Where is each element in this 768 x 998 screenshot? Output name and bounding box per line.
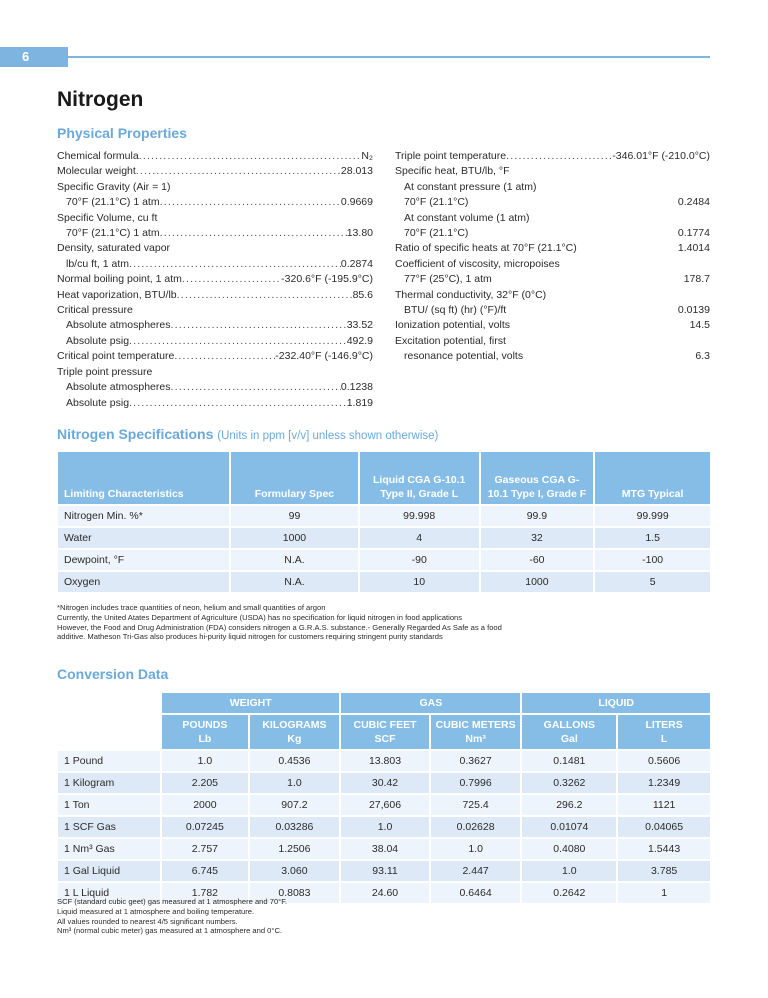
property-label: Ionization potential, volts — [395, 319, 510, 332]
table-cell: 3.785 — [618, 861, 710, 881]
property-row — [395, 272, 710, 287]
conversion-group-liquid: LIQUID — [522, 693, 710, 713]
property-label: Absolute atmospheres — [66, 381, 171, 394]
property-value: 0.1774 — [677, 227, 710, 240]
property-row — [395, 226, 710, 241]
table-cell: 0.4080 — [522, 839, 616, 859]
leader-dots — [160, 226, 347, 241]
property-row — [57, 349, 373, 364]
specifications-heading — [57, 426, 438, 442]
table-cell: 1.2506 — [250, 839, 340, 859]
property-value: -232.40°F (-146.9°C) — [275, 350, 373, 363]
property-value: -346.01°F (-210.0°C) — [612, 150, 710, 162]
table-row — [58, 506, 710, 526]
property-row — [57, 334, 373, 349]
table-cell: N.A. — [231, 550, 358, 570]
row-label: 1 Ton — [58, 795, 160, 815]
property-label: 70°F (21.1°C) — [404, 227, 469, 240]
property-label: Excitation potential, first — [395, 334, 506, 347]
table-cell: 907.2 — [250, 795, 340, 815]
property-label: 70°F (21.1°C) — [404, 196, 469, 209]
property-value: 1.4014 — [677, 242, 710, 255]
property-value: 33.52 — [346, 319, 373, 332]
conversion-group-row — [58, 693, 710, 713]
note-line: Currently, the United Atates Department of Agriculture (USDA) has no specification for liquid nitrogen in food applications — [57, 612, 463, 622]
leader-dots — [129, 396, 347, 411]
conversion-table — [56, 691, 712, 905]
conversion-unit-header — [162, 715, 247, 749]
row-label: 1 Kilogram — [58, 773, 160, 793]
unit-name: GALLONS — [543, 719, 595, 731]
property-label: BTU/ (sq ft) (hr) (°F)/ft — [404, 304, 507, 317]
property-row — [57, 149, 373, 164]
property-row — [395, 349, 710, 364]
table-cell: 1.0 — [341, 817, 429, 837]
table-cell: 0.03286 — [250, 817, 340, 837]
property-row — [395, 180, 710, 195]
property-row — [57, 241, 373, 256]
property-label: Absolute psig — [66, 334, 130, 347]
leader-dots — [129, 334, 347, 349]
property-row — [57, 396, 373, 411]
property-label: At constant volume (1 atm) — [404, 211, 530, 224]
property-row — [395, 164, 710, 179]
leader-dots — [177, 288, 353, 303]
table-row — [58, 795, 710, 815]
row-label: 1 SCF Gas — [58, 817, 160, 837]
leader-dots — [136, 164, 341, 179]
property-value: 28.013 — [340, 165, 373, 178]
header-rule — [68, 56, 710, 58]
leader-dots — [174, 349, 275, 364]
property-label: Heat vaporization, BTU/lb — [57, 288, 177, 301]
table-row — [58, 773, 710, 793]
table-row — [58, 817, 710, 837]
table-row — [58, 861, 710, 881]
note-line: SCF (standard cubic geet) gas measured at 1 atmosphere and 70°F. — [57, 897, 288, 906]
property-label: Triple point pressure — [57, 365, 153, 378]
spacer — [577, 241, 678, 256]
table-cell: 0.01074 — [522, 817, 616, 837]
table-cell: 0.8083 — [250, 883, 340, 903]
physical-properties-heading: Physical Properties — [57, 125, 187, 141]
property-label: Ratio of specific heats at 70°F (21.1°C) — [395, 242, 577, 255]
table-cell: 1.0 — [250, 773, 340, 793]
property-row — [395, 303, 710, 318]
leader-dots — [506, 149, 612, 164]
property-label: Normal boiling point, 1 atm — [57, 273, 182, 286]
table-cell: 296.2 — [522, 795, 616, 815]
table-row — [58, 572, 710, 592]
spacer — [468, 226, 677, 241]
spec-header-limiting: Limiting Characteristics — [58, 452, 229, 504]
spec-header-gaseous: Gaseous CGA G-10.1 Type I, Grade F — [481, 452, 594, 504]
table-row — [58, 751, 710, 771]
table-cell: 0.4536 — [250, 751, 340, 771]
property-label: Absolute atmospheres — [66, 319, 171, 332]
unit-abbrev: L — [660, 733, 668, 745]
table-cell: 0.04065 — [618, 817, 710, 837]
conversion-heading: Conversion Data — [57, 666, 169, 682]
property-label: 70°F (21.1°C) 1 atm — [66, 227, 160, 240]
row-label: 1 Gal Liquid — [58, 861, 160, 881]
property-label: At constant pressure (1 atm) — [404, 180, 537, 193]
table-cell: 0.07245 — [162, 817, 247, 837]
property-value: 14.5 — [689, 319, 710, 332]
unit-abbrev: Kg — [287, 733, 302, 745]
property-label: Specific heat, BTU/lb, °F — [395, 165, 510, 178]
table-cell: 725.4 — [431, 795, 521, 815]
table-cell: N.A. — [231, 572, 358, 592]
property-row — [395, 211, 710, 226]
conversion-corner-2 — [58, 715, 160, 749]
unit-name: CUBIC METERS — [435, 719, 516, 731]
table-cell: 99 — [231, 506, 358, 526]
table-cell: -60 — [481, 550, 594, 570]
unit-name: KILOGRAMS — [262, 719, 327, 731]
note-line: additive. Matheson Tri-Gas also produces hi-purity liquid nitrogen for customers requiring stringent purity standards — [57, 632, 443, 642]
property-label: Specific Gravity (Air = 1) — [57, 180, 171, 193]
property-value: 0.2874 — [340, 257, 373, 270]
property-label: 77°F (25°C), 1 atm — [404, 273, 492, 286]
table-cell: 1.0 — [162, 751, 247, 771]
property-row — [57, 365, 373, 380]
property-label: Critical point temperature — [57, 350, 175, 363]
table-cell: 3.060 — [250, 861, 340, 881]
table-row — [58, 550, 710, 570]
table-cell: 1.5 — [595, 528, 710, 548]
property-row — [57, 180, 373, 195]
table-cell: 0.7996 — [431, 773, 521, 793]
unit-name: POUNDS — [182, 719, 228, 731]
row-label: Water — [58, 528, 229, 548]
note-line: However, the Food and Drug Administration (FDA) considers nitrogen a G.R.A.S. substance.- Generally Regarded As Safe as a food — [57, 622, 502, 632]
conversion-group-gas: GAS — [341, 693, 520, 713]
table-cell: 6.745 — [162, 861, 247, 881]
property-label: Critical pressure — [57, 304, 133, 317]
spec-header-mtg: MTG Typical — [595, 452, 710, 504]
property-value: 492.9 — [346, 334, 373, 347]
leader-dots — [170, 318, 346, 333]
property-label: Triple point temperature — [395, 150, 507, 162]
row-label: Dewpoint, °F — [58, 550, 229, 570]
property-label: Specific Volume, cu ft — [57, 211, 158, 224]
conversion-unit-header — [618, 715, 710, 749]
row-label: 1 Pound — [58, 751, 160, 771]
property-row — [57, 380, 373, 395]
table-cell: 38.04 — [341, 839, 429, 859]
table-cell: 2.205 — [162, 773, 247, 793]
spec-header-liquid: Liquid CGA G-10.1 Type II, Grade L — [360, 452, 479, 504]
property-value: 85.6 — [352, 288, 373, 301]
property-value: 0.0139 — [677, 304, 710, 317]
spec-header-formulary: Formulary Spec — [231, 452, 358, 504]
note-line: All values rounded to nearest 4/5 significant numbers. — [57, 916, 238, 926]
leader-dots — [182, 272, 281, 287]
table-cell: 93.11 — [341, 861, 429, 881]
table-cell: 24.60 — [341, 883, 429, 903]
table-cell: 13.803 — [341, 751, 429, 771]
property-row — [395, 334, 710, 349]
specifications-notes — [57, 603, 657, 642]
table-cell: 1.0 — [431, 839, 521, 859]
table-cell: 0.02628 — [431, 817, 521, 837]
property-row — [57, 195, 373, 210]
table-cell: 99.998 — [360, 506, 479, 526]
table-cell: 27,606 — [341, 795, 429, 815]
property-label: Thermal conductivity, 32°F (0°C) — [395, 288, 547, 301]
table-cell: 0.2642 — [522, 883, 616, 903]
table-cell: 1.2349 — [618, 773, 710, 793]
property-label: 70°F (21.1°C) 1 atm — [66, 196, 160, 209]
property-row — [57, 288, 373, 303]
table-cell: 5 — [595, 572, 710, 592]
table-cell: 4 — [360, 528, 479, 548]
property-row — [395, 257, 710, 272]
table-cell: 0.6464 — [431, 883, 521, 903]
property-label: Chemical formula — [57, 150, 139, 162]
table-cell: 2.447 — [431, 861, 521, 881]
property-label: Absolute psig — [66, 396, 130, 409]
table-cell: 2000 — [162, 795, 247, 815]
unit-abbrev: Lb — [198, 733, 212, 745]
table-cell: -100 — [595, 550, 710, 570]
unit-abbrev: Gal — [560, 733, 578, 745]
row-label: 1 Nm³ Gas — [58, 839, 160, 859]
table-cell: 0.1481 — [522, 751, 616, 771]
property-value: N₂ — [361, 150, 373, 162]
table-row — [58, 839, 710, 859]
specifications-header-row — [58, 452, 710, 504]
property-value: -320.6°F (-195.9°C) — [281, 273, 373, 286]
note-line: *Nitrogen includes trace quantities of neon, helium and small quantities of argon — [57, 603, 326, 612]
spacer — [523, 349, 695, 364]
conversion-unit-header — [522, 715, 616, 749]
table-cell: 30.42 — [341, 773, 429, 793]
physical-properties-left-column — [57, 149, 373, 411]
table-cell: 1 — [618, 883, 710, 903]
table-row — [58, 528, 710, 548]
property-value: 13.80 — [346, 227, 373, 240]
property-label: Molecular weight — [57, 165, 136, 178]
page-title: Nitrogen — [57, 88, 144, 111]
note-line: Liquid measured at 1 atmosphere and boiling temperature. — [57, 906, 255, 916]
property-row — [57, 318, 373, 333]
leader-dots — [170, 380, 340, 395]
conversion-corner — [58, 693, 160, 713]
conversion-notes — [57, 897, 657, 936]
table-cell: 0.5606 — [618, 751, 710, 771]
property-row — [395, 149, 710, 164]
property-value: 0.1238 — [340, 381, 373, 394]
conversion-unit-header — [341, 715, 429, 749]
conversion-units-row — [58, 715, 710, 749]
property-row — [395, 318, 710, 333]
property-value: 0.2484 — [677, 196, 710, 209]
table-cell: 1.5443 — [618, 839, 710, 859]
note-line: Nm³ (normal cubic meter) gas measured at 1 atmosphere and 0°C. — [57, 926, 283, 936]
property-row — [57, 272, 373, 287]
table-cell: 10 — [360, 572, 479, 592]
property-row — [57, 303, 373, 318]
table-cell: 0.3627 — [431, 751, 521, 771]
property-row — [57, 211, 373, 226]
conversion-unit-header — [250, 715, 340, 749]
property-row — [395, 195, 710, 210]
property-label: Density, saturated vapor — [57, 242, 171, 255]
property-row — [57, 226, 373, 241]
page-number-tab — [0, 47, 68, 67]
conversion-group-weight: WEIGHT — [162, 693, 339, 713]
page-number: 6 — [22, 49, 30, 64]
property-label: lb/cu ft, 1 atm — [66, 257, 130, 270]
property-label: resonance potential, volts — [404, 350, 524, 363]
leader-dots — [139, 149, 362, 164]
specifications-title: Nitrogen Specifications — [57, 426, 214, 442]
row-label: Nitrogen Min. %* — [58, 506, 229, 526]
property-row — [395, 288, 710, 303]
property-row — [57, 257, 373, 272]
table-cell: 32 — [481, 528, 594, 548]
spacer — [510, 318, 690, 333]
table-cell: 1121 — [618, 795, 710, 815]
table-cell: 2.757 — [162, 839, 247, 859]
specifications-subtitle: (Units in ppm [v/v] unless shown otherwise) — [217, 430, 439, 442]
table-cell: 99.999 — [595, 506, 710, 526]
table-cell: 1.0 — [522, 861, 616, 881]
row-label: 1 L Liquid — [58, 883, 160, 903]
table-cell: 0.3262 — [522, 773, 616, 793]
property-value: 6.3 — [695, 350, 710, 363]
table-cell: -90 — [360, 550, 479, 570]
unit-name: LITERS — [645, 719, 683, 731]
unit-name: CUBIC FEET — [353, 719, 417, 731]
row-label: Oxygen — [58, 572, 229, 592]
property-value: 0.9669 — [340, 196, 373, 209]
table-cell: 1000 — [481, 572, 594, 592]
table-cell: 1.782 — [162, 883, 247, 903]
property-value: 178.7 — [683, 273, 710, 286]
unit-abbrev: SCF — [374, 733, 396, 745]
spacer — [468, 195, 677, 210]
specifications-table — [56, 450, 712, 594]
physical-properties-right-column — [395, 149, 710, 365]
table-cell: 1000 — [231, 528, 358, 548]
property-value: 1.819 — [346, 396, 373, 409]
table-cell: 99.9 — [481, 506, 594, 526]
property-row — [395, 241, 710, 256]
unit-abbrev: Nm³ — [465, 733, 486, 745]
conversion-unit-header — [431, 715, 521, 749]
leader-dots — [160, 195, 341, 210]
spacer — [506, 303, 678, 318]
leader-dots — [129, 257, 341, 272]
property-row — [57, 164, 373, 179]
property-label: Coefficient of viscosity, micropoises — [395, 257, 560, 270]
spacer — [492, 272, 684, 287]
